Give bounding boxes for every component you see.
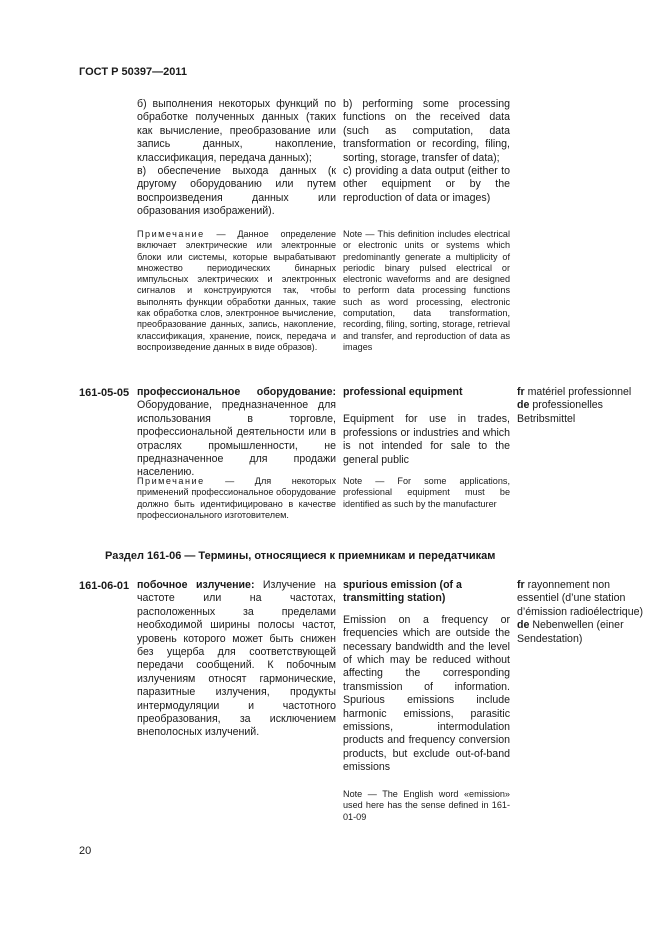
note-text-ru-1: — Данное определение включает электрические или электронные блоки или системы, которые вырабатывают множество периодических бинарных импульсных электрических и электронных сигналов и конструируются так, чтобы выполнять функции обработки данных, такие как обработка слов, электронное вычисление, преобразование данных, запись, накопление, классификация, хранение, поиск, передача и воспроизведение данных в виде образов). [137, 229, 336, 352]
entry-en-161-06-01 [343, 579, 510, 775]
definition-ru-professional-equipment: Оборудование, предназначенное для использования в торговле, профессиональной деятельности или в отраслях промышленности, не предназначенное для продажи населению. [137, 399, 336, 479]
entry-en-161-05-05 [343, 386, 510, 467]
note-ru-1 [137, 229, 336, 353]
page-number: 20 [79, 845, 92, 857]
fr-equivalent-2 [517, 579, 645, 619]
note-label-ru-2: Примечание [137, 476, 205, 486]
entry-intl-161-05-05 [517, 386, 645, 426]
note-label-ru-1: Примечание [137, 229, 205, 239]
term-ru-spurious-emission: побочное излучение: [137, 579, 255, 591]
de-label: de [517, 399, 530, 412]
note-en-3: Note — The English word «emission» used here has the sense defined in 161-01-09 [343, 789, 510, 822]
note-ru-2 [137, 476, 336, 521]
de-term: professionelles Betribsmittel [517, 399, 603, 425]
document-header: ГОСТ Р 50397—2011 [79, 66, 187, 78]
continuation-ru-text: б) выполнения некоторых функций по обработке полученных данных (таких как вычисление, преобразование или запись данных, накопление, классификация, передача данных); в) обеспечение выхода данных (к другому оборудованию или путем воспроизведения данных или образования изображений). [137, 98, 336, 218]
fr-term-2: rayonnement non essentiel (d’une station d’émission radioélectrique) [517, 579, 644, 618]
section-heading: Раздел 161-06 — Термины, относящиеся к приемникам и передатчикам [105, 550, 496, 562]
entry-number-161-05-05: 161-05-05 [79, 387, 130, 399]
note-en-2: Note — For some applications, professional equipment must be identified as such by the manufacturer [343, 476, 510, 509]
entry-intl-161-06-01 [517, 579, 645, 646]
continuation-en-text: b) performing some processing functions on the received data (such as computation, data transformation or recording, filing, sorting, storage, transfer of data); c) providing a data output (either to other equipment or by the reproduction of data or images) [343, 98, 510, 204]
definition-en-spurious-emission: Emission on a frequency or frequencies which are outside the necessary bandwidth and the level of which may be reduced without affecting the corresponding transmission of information. Spurious emissions include harmonic emissions, parasitic emissions, intermodulation products and frequency conversion products, but exclude out-of-band emissions [343, 613, 510, 774]
de-equivalent-2 [517, 619, 645, 646]
fr-equivalent [517, 386, 645, 399]
entry-ru-161-05-05 [137, 386, 336, 480]
definition-ru-spurious-emission: Излучение на частоте или на частотах, расположенных за пределами необходимой ширины полосы частот, уровень которого может быть снижен без ущерба для соответствующей передачи сообщений. К побочным излучениям относят гармонические, паразитные излучения, продукты интермодуляции и частотного преобразования, за исключением внеполосных излучений. [137, 579, 336, 739]
fr-term: matériel professionnel [524, 386, 632, 398]
entry-number-161-06-01: 161-06-01 [79, 580, 130, 592]
term-en-spurious-emission: spurious emission (of a transmitting station) [343, 579, 462, 605]
fr-label-2: fr [517, 579, 525, 591]
de-label-2: de [517, 619, 530, 632]
term-ru-professional-equipment: профессиональное оборудование: [137, 386, 336, 398]
fr-label: fr [517, 386, 525, 398]
de-equivalent [517, 399, 645, 426]
definition-en-professional-equipment: Equipment for use in trades, professions or industries and which is not intended for sale to the general public [343, 413, 510, 466]
de-term-2: Nebenwellen (einer Sendestation) [517, 619, 624, 645]
term-en-professional-equipment: professional equipment [343, 386, 463, 398]
note-en-1: Note — This definition includes electrical or electronic units or systems which predominantly generate a multiplicity of periodic binary pulsed electrical or electronic waveforms and are designed to perform data processing functions such as word processing, electronic computation, data transformation, recording, filing, sorting, storage, retrieval and transfer, and reproduction of data as images [343, 229, 510, 352]
entry-ru-161-06-01 [137, 579, 336, 740]
note-text-ru-2: — Для некоторых применений профессиональное оборудование должно быть идентифицировано в качестве профессионального изготовителем. [137, 476, 336, 520]
